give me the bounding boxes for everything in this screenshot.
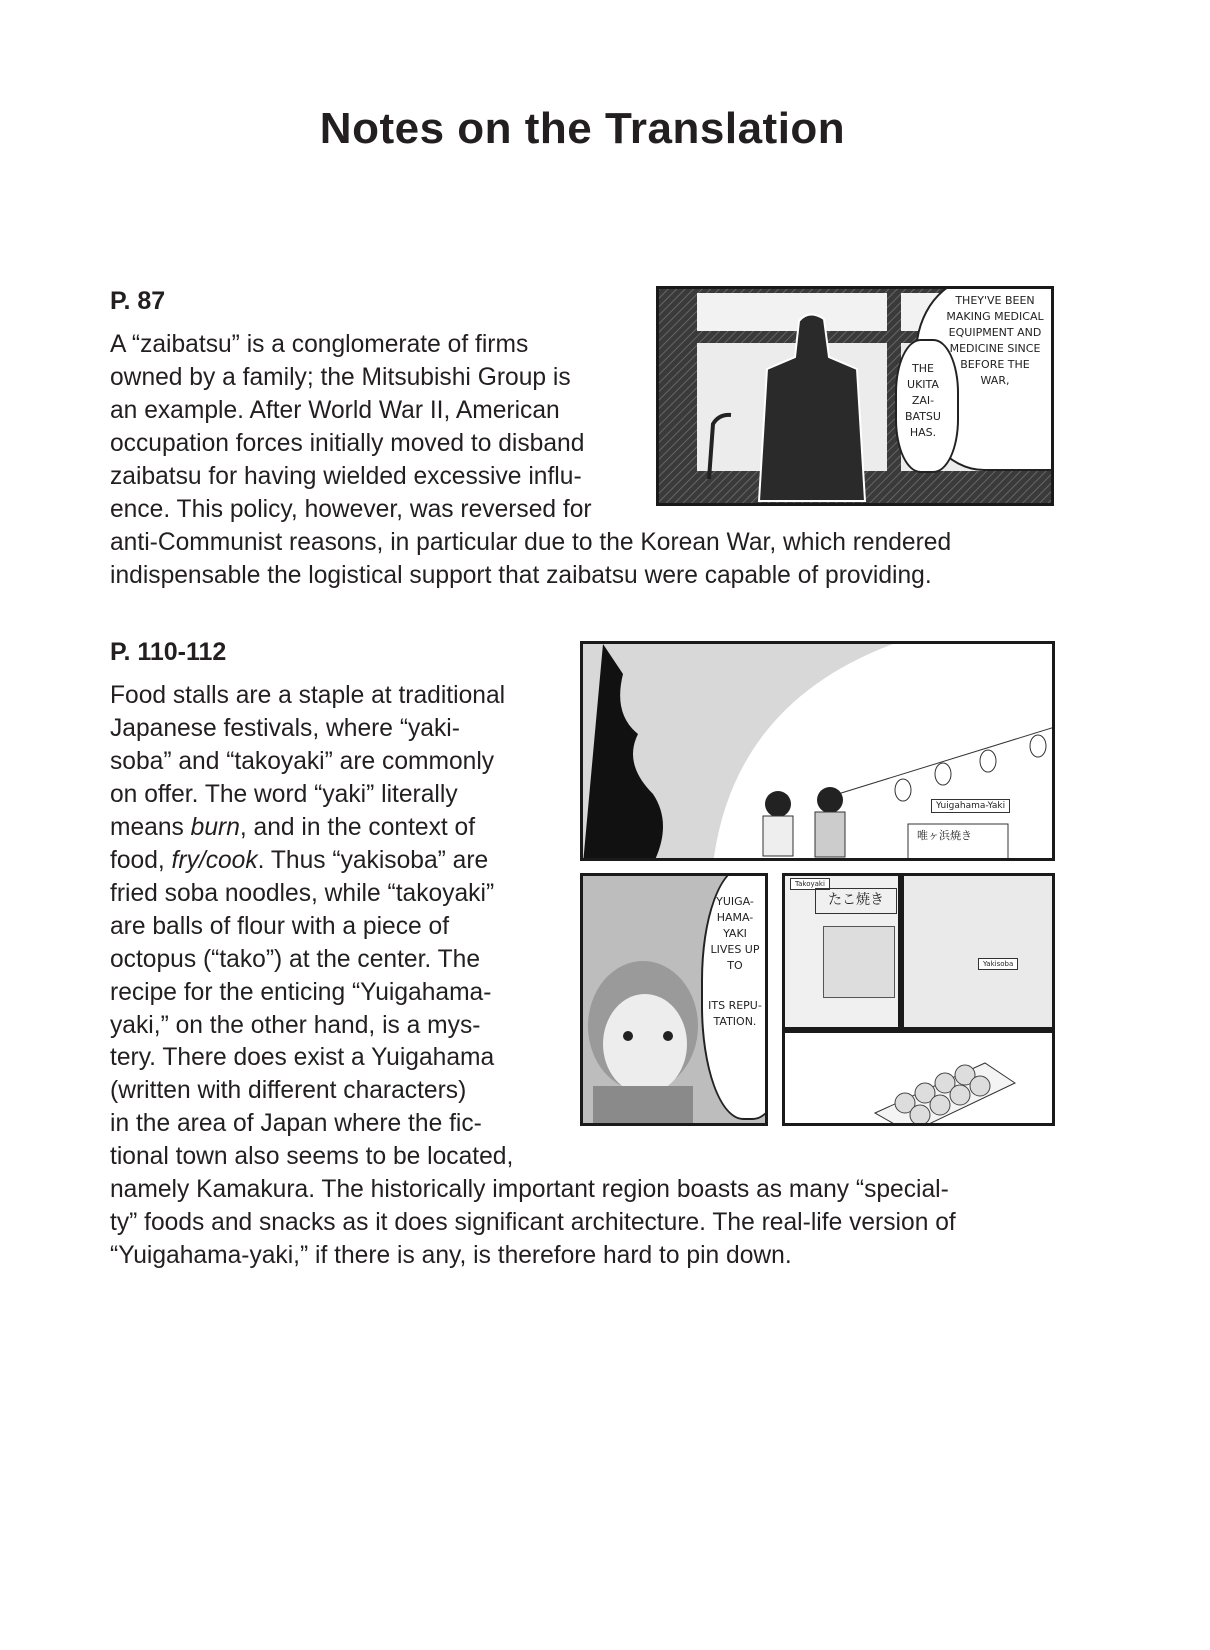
speech-text: ITS REPU- TATION. <box>708 999 762 1028</box>
body-text-line <box>110 681 505 711</box>
text-segment: Japanese festivals, where “yaki- <box>110 714 460 742</box>
takoyaki-stall-subpanel <box>785 876 898 1027</box>
stall-sign: Yakisoba <box>978 958 1018 970</box>
speech-text: THE UKITA ZAI- BATSU HAS. <box>905 362 941 439</box>
body-text-line <box>110 462 582 492</box>
body-text-line <box>110 1076 466 1106</box>
body-text-line <box>110 747 494 777</box>
text-segment: owned by a family; the Mitsubishi Group is <box>110 364 571 391</box>
street-subpanel <box>904 876 1052 1027</box>
stall-sign: Yuigahama-Yaki <box>931 799 1010 813</box>
text-segment: tery. There does exist a Yuigahama <box>110 1044 495 1072</box>
body-text-line <box>110 561 932 591</box>
stall-sign-japanese: 唯ヶ浜焼き <box>917 829 972 842</box>
body-text-line <box>110 1208 956 1238</box>
body-text-line <box>110 912 449 942</box>
text-segment: occupation forces initially moved to disband <box>110 430 585 457</box>
body-text-line <box>110 330 528 360</box>
speech-text: THEY'VE BEEN MAKING MEDICAL EQUIPMENT AND MEDICINE SINCE BEFORE THE WAR, <box>946 294 1044 387</box>
text-segment: . Thus “yakisoba” are <box>257 846 489 874</box>
page-title: Notes on the Translation <box>319 104 846 153</box>
text-segment: an example. After World War II, American <box>110 397 560 424</box>
text-segment: indispensable the logistical support that zaibatsu were capable of providing. <box>110 562 932 589</box>
body-text-line <box>110 1043 494 1073</box>
text-segment: fried soba noodles, while “takoyaki” <box>110 879 495 907</box>
body-text-line <box>110 1175 949 1205</box>
text-segment: , and in the context of <box>239 813 476 841</box>
body-text-line <box>110 780 458 810</box>
text-segment: ence. This policy, however, was reversed for <box>110 496 592 523</box>
manga-panel-zaibatsu <box>656 286 1054 506</box>
body-text-line <box>110 429 584 459</box>
text-segment: Food stalls are a staple at traditional <box>110 682 506 709</box>
section-heading: P. 110-112 <box>110 638 227 666</box>
festival-scene-art <box>583 644 1055 861</box>
takoyaki-box-art <box>785 1033 1052 1123</box>
body-text-line <box>110 1011 480 1041</box>
text-segment: recipe for the enticing “Yuigahama- <box>110 978 492 1006</box>
italic-term: fry/cook <box>171 846 258 874</box>
body-text-line <box>110 978 491 1008</box>
manga-panel-girl <box>580 873 768 1126</box>
body-text-line <box>110 1109 482 1139</box>
text-segment: in the area of Japan where the fic- <box>110 1110 482 1138</box>
speech-text: YUIGA- HAMA- YAKI LIVES UP TO <box>710 895 760 972</box>
text-segment: anti-Communist reasons, in particular due to the Korean War, which rendered <box>110 529 952 556</box>
text-segment: ty” foods and snacks as it does significant architecture. The real-life version of <box>110 1209 956 1237</box>
manga-panel-festival <box>580 641 1055 861</box>
text-segment: soba” and “takoyaki” are commonly <box>110 747 495 775</box>
manga-panel-stalls <box>782 873 1055 1126</box>
text-segment: (written with different characters) <box>110 1077 467 1105</box>
text-segment: are balls of flour with a piece of <box>110 912 450 940</box>
body-text-line <box>110 813 475 843</box>
body-text-line <box>110 396 560 426</box>
text-segment: yaki,” on the other hand, is a mys- <box>110 1011 481 1039</box>
takoyaki-box-subpanel <box>785 1033 1052 1123</box>
body-text-line <box>110 945 480 975</box>
text-segment: namely Kamakura. The historically important region boasts as many “special- <box>110 1176 949 1204</box>
body-text-line <box>110 879 494 909</box>
text-segment: means <box>110 813 191 841</box>
italic-term: burn <box>190 813 240 841</box>
text-segment: A “zaibatsu” is a conglomerate of firms <box>110 331 529 358</box>
stall-sign: Takoyaki <box>790 878 830 890</box>
text-segment: “Yuigahama-yaki,” if there is any, is therefore hard to pin down. <box>110 1242 792 1270</box>
body-text-line <box>110 363 571 393</box>
section-heading: P. 87 <box>110 287 166 315</box>
body-text-line <box>110 1241 792 1271</box>
text-segment: zaibatsu for having wielded excessive influ- <box>110 463 582 490</box>
text-segment: on offer. The word “yaki” literally <box>110 780 458 808</box>
text-segment: food, <box>110 846 172 874</box>
body-text-line <box>110 495 592 525</box>
text-segment: tional town also seems to be located, <box>110 1143 514 1171</box>
stall-sign-japanese: たこ焼き <box>815 888 897 914</box>
body-text-line <box>110 714 460 744</box>
text-segment: octopus (“tako”) at the center. The <box>110 945 481 973</box>
body-text-line <box>110 846 488 876</box>
body-text-line <box>110 528 951 558</box>
body-text-line <box>110 1142 513 1172</box>
